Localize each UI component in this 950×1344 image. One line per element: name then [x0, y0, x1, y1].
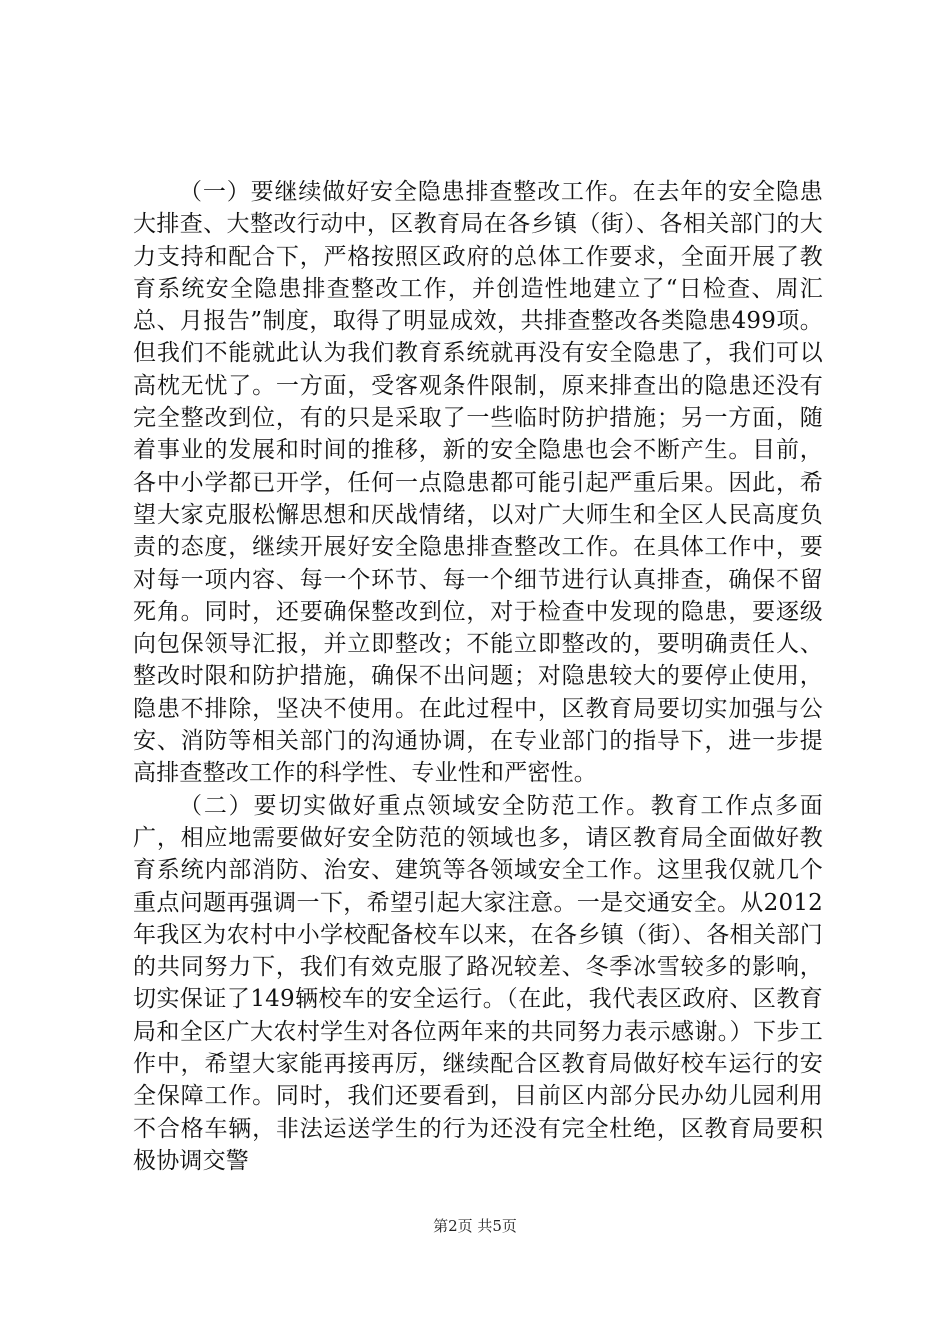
page-footer: 第2页 共5页: [433, 1217, 517, 1235]
paragraph-2: （二）要切实做好重点领域安全防范工作。教育工作点多面广，相应地需要做好安全防范的领域也多，请区教育局全面做好教育系统内部消防、治安、建筑等各领域安全工作。这里我仅就几个重点问题再强调一下，希望引起大家注意。一是交通安全。从2012年我区为农村中小学校配备校车以来，在各乡镇（街）、各相关部门的共同努力下，我们有效克服了路况较差、冬季冰雪较多的影响，切实保证了149辆校车的安全运行。（在此，我代表区政府、区教育局和全区广大农村学生对各位两年来的共同努力表示感谢。）下步工作中，希望大家能再接再厉，继续配合区教育局做好校车运行的安全保障工作。同时，我们还要看到，目前区内部分民办幼儿园利用不合格车辆，非法运送学生的行为还没有完全杜绝，区教育局要积极协调交警: [133, 792, 823, 1174]
document-body: [133, 176, 823, 1177]
paragraph-1: （一）要继续做好安全隐患排查整改工作。在去年的安全隐患大排查、大整改行动中，区教育局在各乡镇（街）、各相关部门的大力支持和配合下，严格按照区政府的总体工作要求，全面开展了教育系统安全隐患排查整改工作，并创造性地建立了“日检查、周汇总、月报告”制度，取得了明显成效，共排查整改各类隐患499项。但我们不能就此认为我们教育系统就再没有安全隐患了，我们可以高枕无忧了。一方面，受客观条件限制，原来排查出的隐患还没有完全整改到位，有的只是采取了一些临时防护措施；另一方面，随着事业的发展和时间的推移，新的安全隐患也会不断产生。目前，各中小学都已开学，任何一点隐患都可能引起严重后果。因此，希望大家克服松懈思想和厌战情绪，以对广大师生和全区人民高度负责的态度，继续开展好安全隐患排查整改工作。在具体工作中，要对每一项内容、每一个环节、每一个细节进行认真排查，确保不留死角。同时，还要确保整改到位，对于检查中发现的隐患，要逐级向包保领导汇报，并立即整改；不能立即整改的，要明确责任人、整改时限和防护措施，确保不出问题；对隐患较大的要停止使用，隐患不排除，坚决不使用。在此过程中，区教育局要切实加强与公安、消防等相关部门的沟通协调，在专业部门的指导下，进一步提高排查整改工作的科学性、专业性和严密性。: [133, 179, 823, 787]
